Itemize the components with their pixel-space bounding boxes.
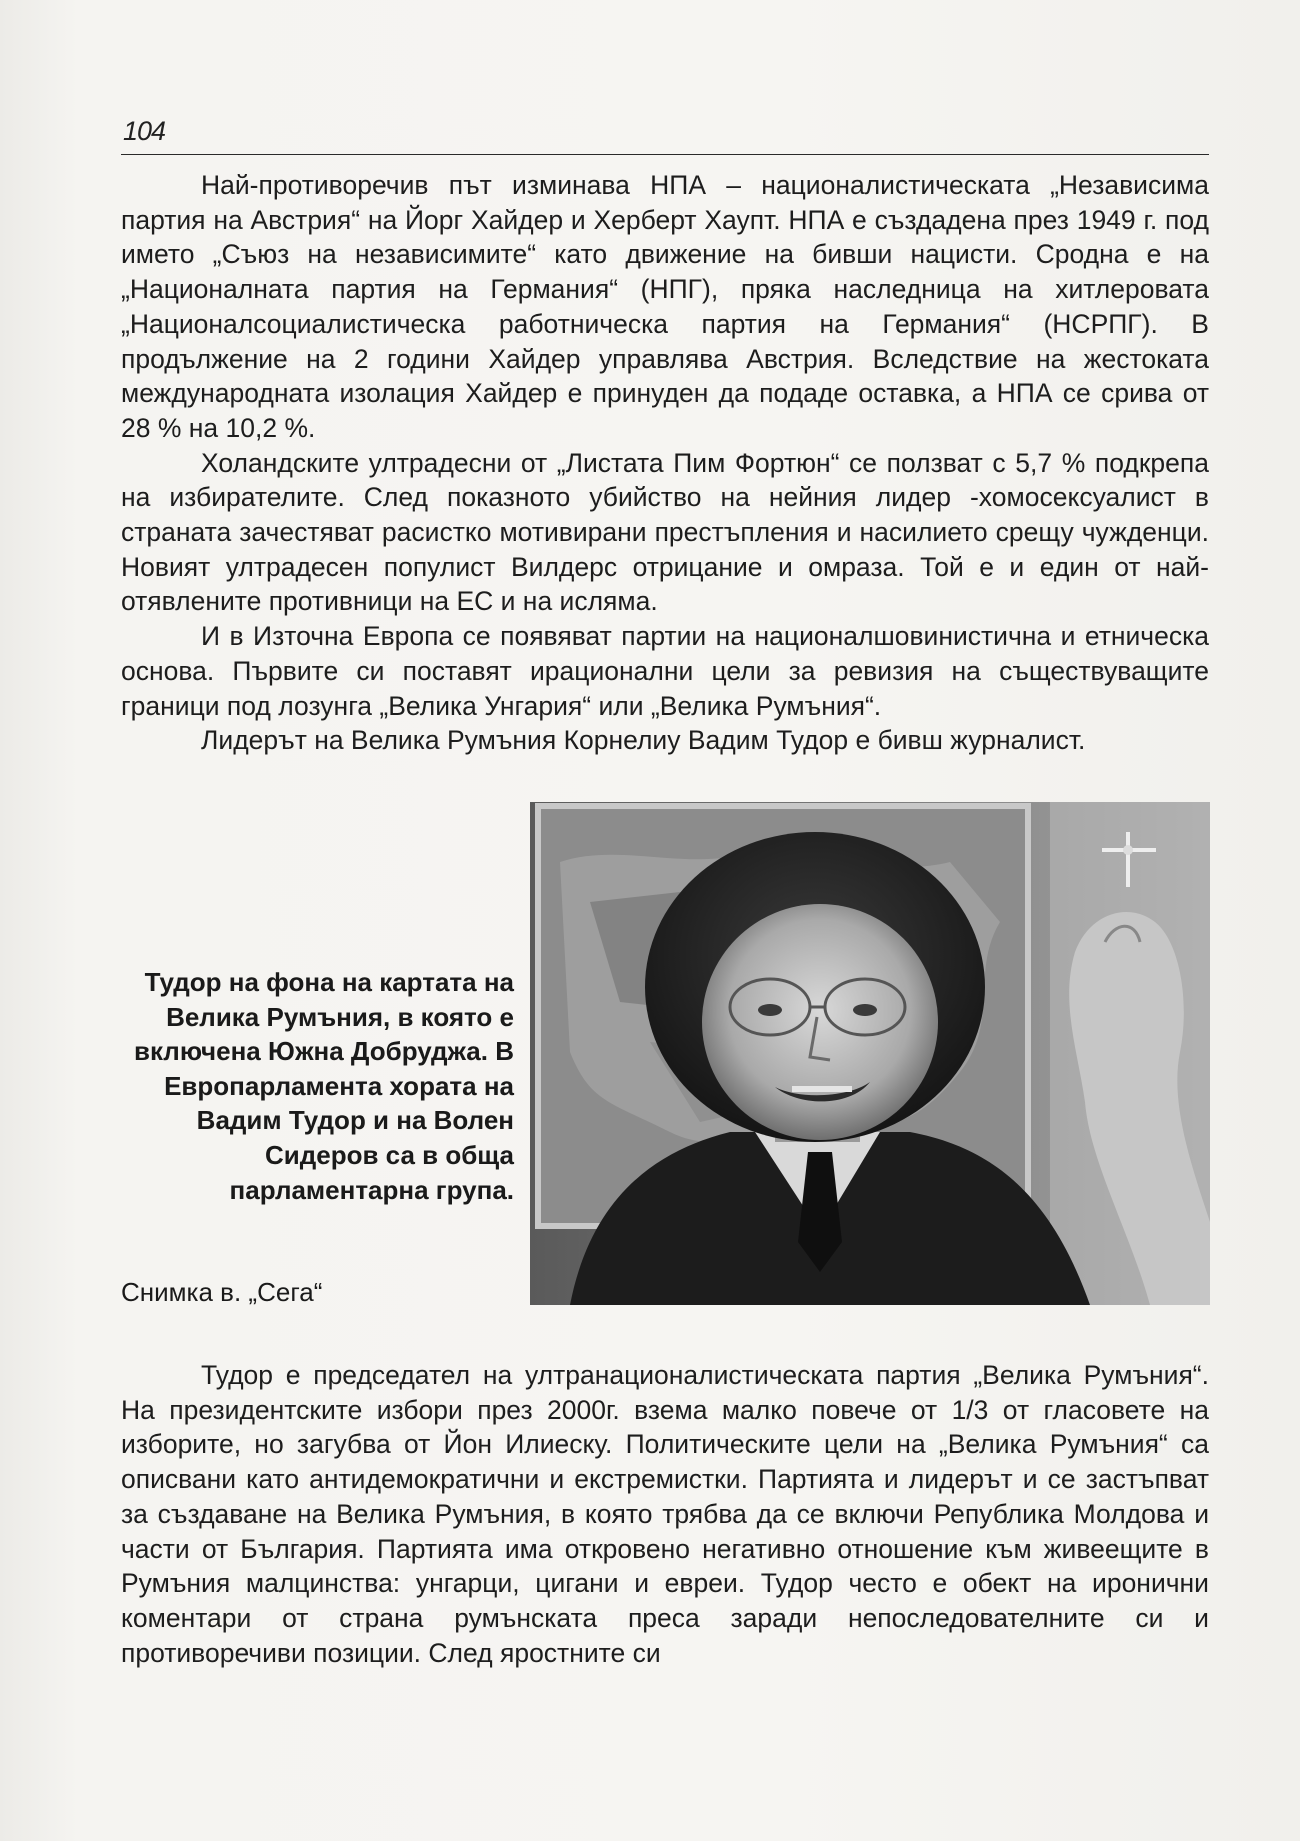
portrait-photo [530, 802, 1210, 1305]
paragraph: И в Източна Европа се появяват партии на националшовинистична и етническа основа. Първите си поставят ирационални цели за ревизия на съществуващите граници под лозунга „Велика Унгария“ или „Велика Румъния“. [121, 621, 1209, 721]
portrait-photo-image [530, 802, 1210, 1305]
page-number: 104 [123, 116, 166, 146]
page-header [121, 112, 1209, 155]
paragraph: Най-противоречив път изминава НПА – националистическата „Независима партия на Австрия“ на Йорг Хайдер и Херберт Хаупт. НПА е създадена през 1949 г. под името „Съюз на независимите“ като движение на бивши нацисти. Сродна е на „Националната партия на Германия“ (НПГ), пряка наследница на хитлеровата „Националсоциалистическа работническа партия на Германия“ (НСРПГ). В продължение на 2 години Хайдер управлява Австрия. Вследствие на жестоката международната изолация Хайдер е принуден да подаде оставка, а НПА се срива от 28 % на 10,2 %. [121, 170, 1209, 443]
text-block-top [121, 168, 1209, 758]
paragraph: Лидерът на Велика Румъния Корнелиу Вадим Тудор е бивш журналист. [201, 725, 1086, 756]
photo-caption: Тудор на фона на картата на Велика Румъния, в която е включена Южна Добруджа. В Европарламента хората на Вадим Тудор и на Волен Сидеров са в обща парламентарна група. [133, 967, 514, 1205]
paragraph: Тудор е председател на ултранационалистическата партия „Велика Румъния“. На президентските избори през 2000г. взема малко повече от 1/3 от гласовете на изборите, но загубва от Йон Илиеску. Политическите цели на „Велика Румъния“ са описвани като антидемократични и екстремистки. Партията и лидерът и се застъпват за създаване на Велика Румъния, в която трябва да се включи Република Молдова и части от България. Партията има откровено негативно отношение към живеещите в Румъния малцинства: унгарци, цигани и евреи. Тудор често е обект на иронични коментари от страна румънската преса заради непоследователните си и противоречиви позиции. След яростните си [121, 1360, 1209, 1668]
text-block-bottom [121, 1358, 1209, 1670]
paragraph: Холандските ултрадесни от „Листата Пим Фортюн“ се ползват с 5,7 % подкрепа на избирателите. След показното убийство на нейния лидер -хомосексуалист в страната зачестяват расистко мотивирани престъпления и насилието срещу чужденци. Новият ултрадесен популист Вилдерс отрицание и омраза. Той е и един от най-отявлените противници на ЕС и на исляма. [121, 447, 1209, 617]
photo-credit: Снимка в. „Сега“ [121, 1277, 323, 1307]
